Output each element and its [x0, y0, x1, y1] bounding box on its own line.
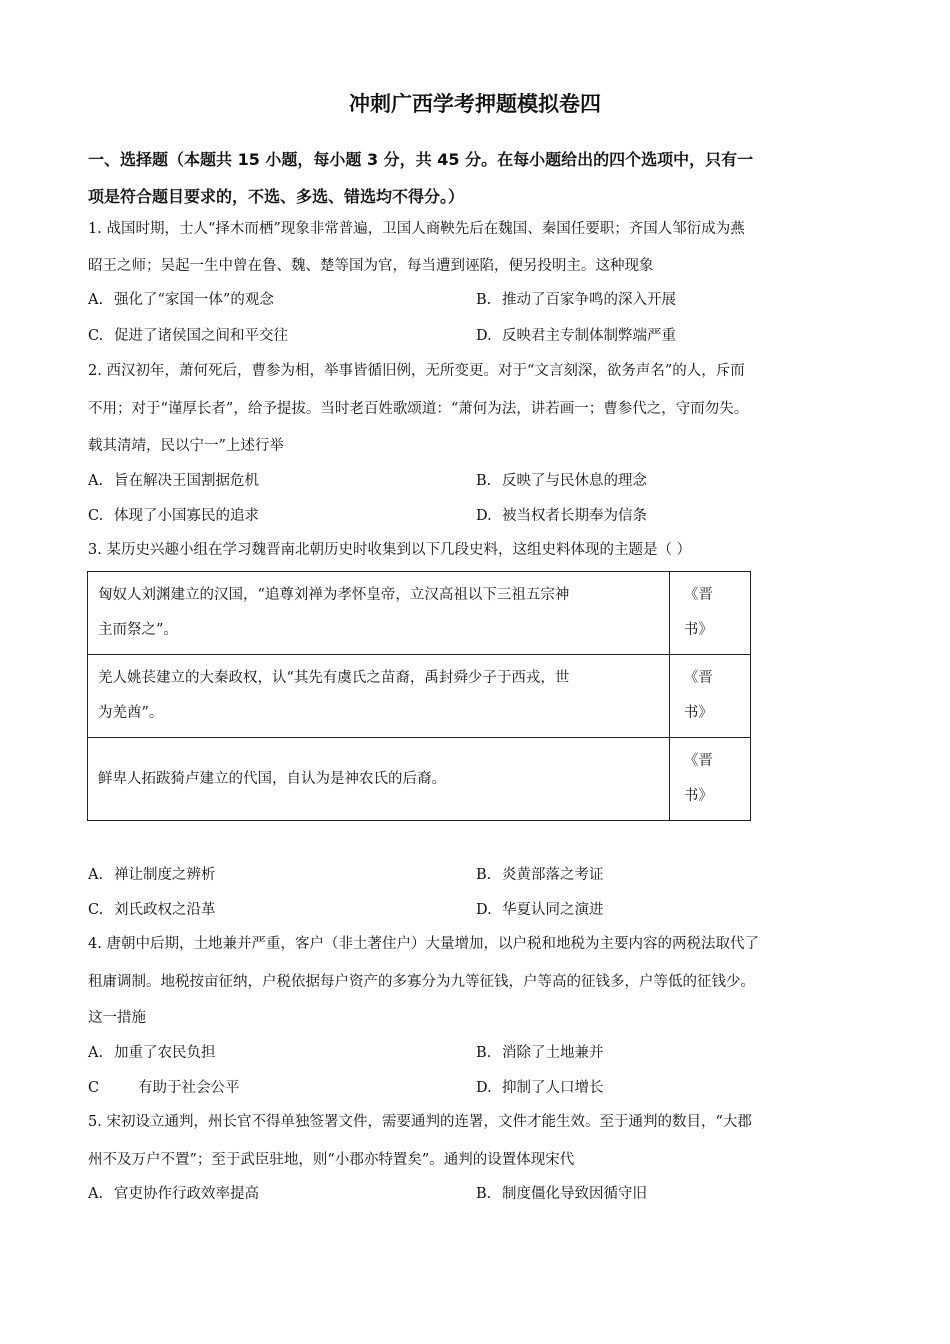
source-text-line: 为羌酋”。 — [98, 705, 164, 721]
option-text: 推动了百家争鸣的深入开展 — [502, 292, 676, 308]
question-1-line-1: 1. 战国时期，士人“择木而栖”现象非常普遍，卫国人商鞅先后在魏国、秦国任要职；齐国人邹衍成为燕 — [88, 221, 745, 237]
source-text-line: 主而祭之”。 — [98, 622, 178, 638]
table-row — [88, 655, 751, 738]
question-5-line-1: 5. 宋初设立通判，州长官不得单独签署文件，需要通判的连署，文件才能生效。至于通判的数目，“大郡 — [88, 1114, 752, 1130]
citation-line: 《晋 — [683, 670, 713, 686]
question-4-line-2: 租庸调制。地税按亩征纳，户税依据每户资产的多寡分为九等征钱，户等高的征钱多，户等低的征钱少。 — [88, 974, 755, 990]
option-text: 被当权者长期奉为信条 — [502, 508, 647, 524]
question-3-option-b — [476, 865, 604, 885]
option-text: 华夏认同之演进 — [502, 902, 604, 918]
citation-line: 《晋 — [683, 753, 713, 769]
option-label: A. — [88, 473, 104, 489]
question-2-option-d — [476, 506, 647, 526]
question-2-option-c — [88, 506, 259, 526]
source-text-line: 鲜卑人拓跋猗卢建立的代国，自认为是神农氏的后裔。 — [98, 770, 446, 787]
question-5-option-a — [88, 1184, 259, 1204]
question-3-line-1: 3. 某历史兴趣小组在学习魏晋南北朝历史时收集到以下几段史料，这组史料体现的主题是（ ） — [88, 542, 692, 558]
question-4-option-c — [88, 1078, 240, 1098]
option-label: C. — [88, 328, 104, 344]
option-text: 促进了诸侯国之间和平交往 — [114, 328, 288, 344]
source-table — [87, 571, 751, 821]
citation-line: 书》 — [683, 788, 713, 804]
source-text-line: 匈奴人刘渊建立的汉国，“追尊刘禅为孝怀皇帝，立汉高祖以下三祖五宗神 — [98, 587, 570, 603]
option-label: A. — [88, 292, 104, 308]
source-text-line: 羌人姚苌建立的大秦政权，认“其先有虞氏之苗裔，禹封舜少子于西戎，世 — [98, 670, 570, 686]
citation-line: 《晋 — [683, 587, 713, 603]
option-label: C. — [88, 508, 104, 524]
source-citation-cell — [669, 655, 750, 738]
option-text: 体现了小国寡民的追求 — [114, 508, 259, 524]
option-text: 消除了土地兼并 — [502, 1045, 604, 1061]
question-1-option-a — [88, 290, 274, 310]
option-text: 有助于社会公平 — [138, 1080, 240, 1096]
section-heading-line-1: 一、选择题（本题共 15 小题，每小题 3 分，共 45 分。在每小题给出的四个选项中，只有一 — [88, 150, 754, 169]
question-2-line-3: 载其清靖，民以宁一”上述行举 — [88, 438, 284, 454]
option-label: D. — [476, 902, 492, 918]
option-label: D. — [476, 508, 492, 524]
source-text-cell — [88, 572, 670, 655]
question-4-option-a — [88, 1043, 216, 1063]
page-title: 冲刺广西学考押题模拟卷四 — [349, 92, 601, 116]
table-row — [88, 572, 751, 655]
option-text: 强化了“家国一体”的观念 — [114, 292, 274, 308]
question-1-option-c — [88, 326, 288, 346]
citation-line: 书》 — [683, 622, 713, 638]
option-text: 炎黄部落之考证 — [502, 867, 604, 883]
source-citation-cell — [669, 572, 750, 655]
option-label: A. — [88, 1045, 104, 1061]
option-label: A. — [88, 867, 104, 883]
option-label: C. — [88, 902, 104, 918]
question-4-option-b — [476, 1043, 604, 1063]
option-label: A. — [88, 1186, 104, 1202]
question-4-option-d — [476, 1078, 604, 1098]
option-text: 加重了农民负担 — [114, 1045, 216, 1061]
option-label: D. — [476, 328, 492, 344]
option-text: 反映了与民休息的理念 — [502, 473, 647, 489]
option-text: 制度僵化导致因循守旧 — [502, 1186, 647, 1202]
option-label: B. — [476, 1045, 492, 1061]
option-text: 抑制了人口增长 — [502, 1080, 604, 1096]
question-4-line-1: 4. 唐朝中后期，土地兼并严重，客户（非土著住户）大量增加，以户税和地税为主要内容的两税法取代了 — [88, 936, 759, 952]
question-1-option-b — [476, 290, 676, 310]
option-text: 刘氏政权之沿革 — [114, 902, 216, 918]
citation-line: 书》 — [683, 705, 713, 721]
section-heading-line-2: 项是符合题目要求的，不选、多选、错选均不得分。） — [88, 187, 465, 206]
source-text-cell — [88, 738, 670, 821]
question-2-line-1: 2. 西汉初年，萧何死后，曹参为相，举事皆循旧例，无所变更。对于“文言刻深，欲务声名”的人，斥而 — [88, 363, 745, 379]
option-label: B. — [476, 473, 492, 489]
option-label: C — [88, 1080, 100, 1096]
option-text: 旨在解决王国割据危机 — [114, 473, 259, 489]
question-3-option-a — [88, 865, 216, 885]
option-text: 官吏协作行政效率提高 — [114, 1186, 259, 1202]
question-2-option-b — [476, 471, 647, 491]
option-label: B. — [476, 867, 492, 883]
question-3-option-d — [476, 900, 604, 920]
question-2-line-2: 不用；对于“谨厚长者”，给予提拔。当时老百姓歌颂道：“萧何为法，讲若画一；曹参代之，守而勿失。 — [88, 401, 749, 417]
option-label: B. — [476, 1186, 492, 1202]
question-2-option-a — [88, 471, 259, 491]
option-label: D. — [476, 1080, 492, 1096]
option-label: B. — [476, 292, 492, 308]
question-1-line-2: 昭王之师；吴起一生中曾在鲁、魏、楚等国为官，每当遭到诬陷，便另投明主。这种现象 — [88, 258, 654, 274]
question-3-option-c — [88, 900, 216, 920]
question-5-line-2: 州不及万户不置”；至于武臣驻地，则“小郡亦特置矣”。通判的设置体现宋代 — [88, 1152, 575, 1168]
table-row — [88, 738, 751, 821]
question-5-option-b — [476, 1184, 647, 1204]
question-1-option-d — [476, 326, 676, 346]
source-citation-cell — [669, 738, 750, 821]
question-4-line-3: 这一措施 — [88, 1010, 146, 1026]
option-text: 禅让制度之辨析 — [114, 867, 216, 883]
source-text-cell — [88, 655, 670, 738]
option-text: 反映君主专制体制弊端严重 — [502, 328, 676, 344]
